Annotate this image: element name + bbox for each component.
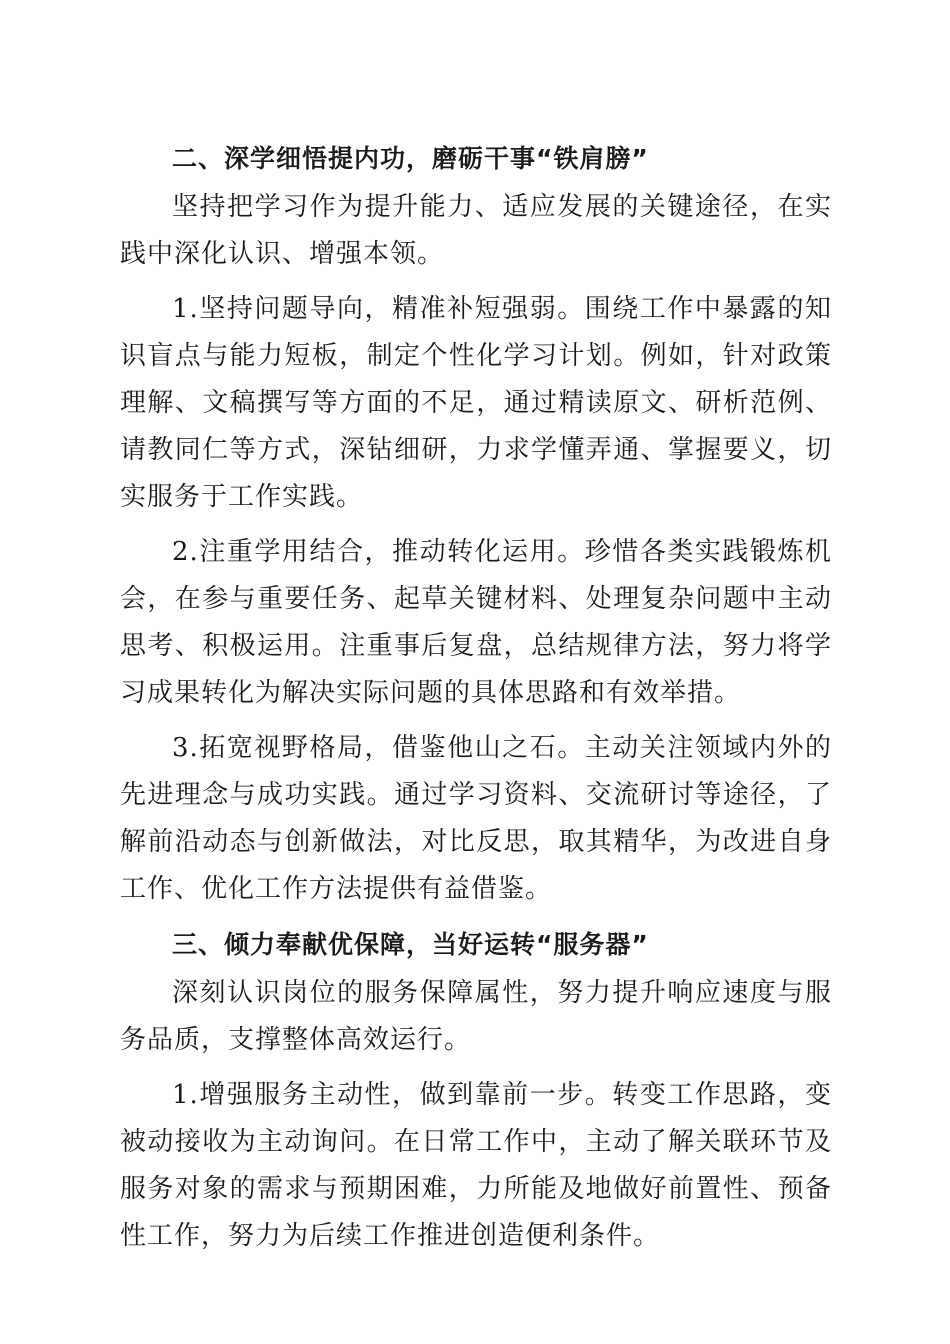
section-heading-2: 二、深学细悟提内功，磨砺干事“铁肩膀” (172, 144, 649, 173)
section-2-item-1-paragraph: 1.坚持问题导向，精准补短强弱。围绕工作中暴露的知识盲点与能力短板，制定个性化学习计划。例如，针对政策理解、文稿撰写等方面的不足，通过精读原文、研析范例、请教同仁等方式，深钻细研，力求学懂弄通、掌握要义，切实服务于工作实践。 (120, 294, 832, 512)
section-3-item-1-paragraph: 1.增强服务主动性，做到靠前一步。转变工作思路，变被动接收为主动询问。在日常工作中，主动了解关联环节及服务对象的需求与预期困难，力所能及地做好前置性、预备性工作，努力为后续工作推进创造便利条件。 (120, 1080, 832, 1251)
document-body (120, 135, 832, 1268)
section-2-intro-paragraph: 坚持把学习作为提升能力、适应发展的关键途径，在实践中深化认识、增强本领。 (120, 192, 832, 269)
section-heading-3: 三、倾力奉献优保障，当好运转“服务器” (172, 930, 649, 959)
section-2-item-2-paragraph: 2.注重学用结合，推动转化运用。珍惜各类实践锻炼机会，在参与重要任务、起草关键材料、处理复杂问题中主动思考、积极运用。注重事后复盘，总结规律方法，努力将学习成果转化为解决实际问题的具体思路和有效举措。 (120, 537, 832, 708)
section-2-item-3-paragraph: 3.拓宽视野格局，借鉴他山之石。主动关注领域内外的先进理念与成功实践。通过学习资料、交流研讨等途径，了解前沿动态与创新做法，对比反思，取其精华，为改进自身工作、优化工作方法提供有益借鉴。 (120, 733, 832, 904)
section-3-intro-paragraph: 深刻认识岗位的服务保障属性，努力提升响应速度与服务品质，支撑整体高效运行。 (120, 978, 832, 1055)
